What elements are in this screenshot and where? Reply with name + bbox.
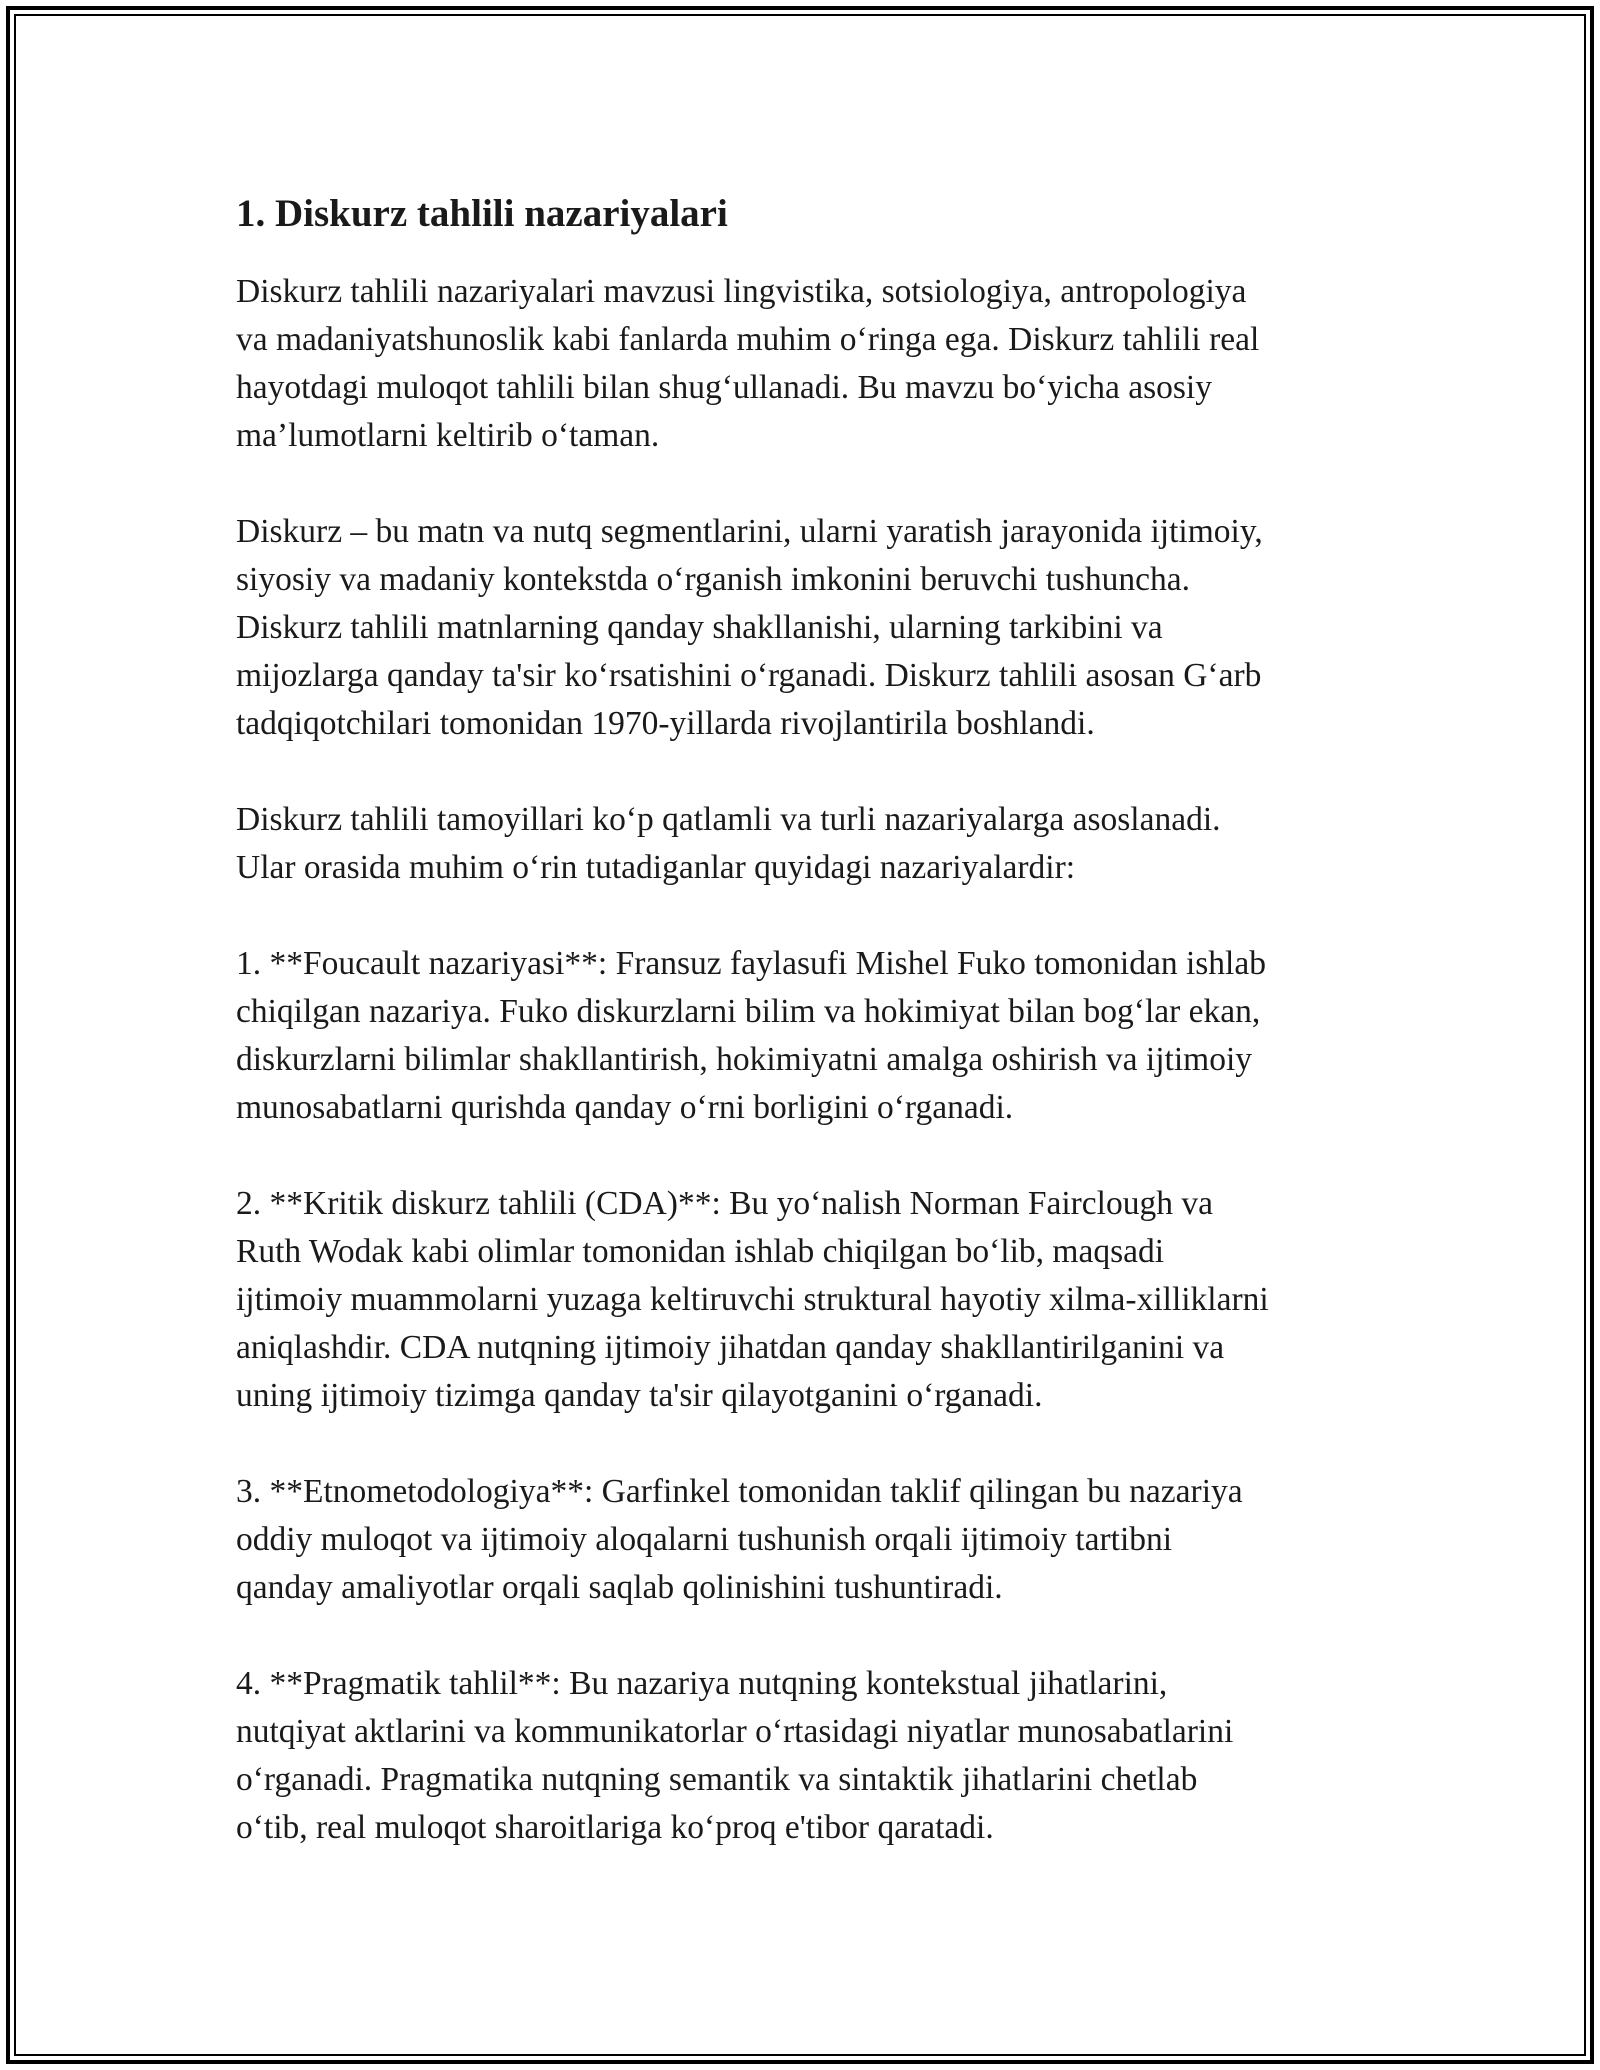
text-line: o‘rganadi. Pragmatika nutqning semantik va sintaktik jihatlarini chetlab: [236, 1761, 1198, 1798]
paragraph-theory-ethnomethodology: [236, 1468, 1386, 1612]
text-line: ma’lumotlarni keltirib o‘taman.: [236, 417, 660, 454]
paragraph-definition: [236, 508, 1386, 748]
text-line: 4. **Pragmatik tahlil**: Bu nazariya nutqning kontekstual jihatlarini,: [236, 1665, 1168, 1702]
text-line: aniqlashdir. CDA nutqning ijtimoiy jihatdan qanday shakllantirilganini va: [236, 1329, 1225, 1366]
text-line: Diskurz – bu matn va nutq segmentlarini, ularni yaratish jarayonida ijtimoiy,: [236, 513, 1263, 550]
paragraph-theory-pragmatics: [236, 1660, 1386, 1852]
text-line: o‘tib, real muloqot sharoitlariga ko‘proq e'tibor qaratadi.: [236, 1809, 994, 1846]
text-line: Diskurz tahlili nazariyalari mavzusi lingvistika, sotsiologiya, antropologiya: [236, 273, 1247, 310]
text-line: munosabatlarni qurishda qanday o‘rni borligini o‘rganadi.: [236, 1089, 1014, 1126]
text-line: mijozlarga qanday ta'sir ko‘rsatishini o‘rganadi. Diskurz tahlili asosan G‘arb: [236, 657, 1262, 694]
text-line: qanday amaliyotlar orqali saqlab qolinishini tushuntiradi.: [236, 1569, 1003, 1606]
paragraph-theory-cda: [236, 1180, 1386, 1420]
text-line: tadqiqotchilari tomonidan 1970-yillarda rivojlantirila boshlandi.: [236, 705, 1095, 742]
text-line: Ular orasida muhim o‘rin tutadiganlar quyidagi nazariyalardir:: [236, 849, 1076, 886]
paragraph-theory-foucault: [236, 940, 1386, 1132]
paragraph-principles: [236, 796, 1386, 892]
text-line: chiqilgan nazariya. Fuko diskurzlarni bilim va hokimiyat bilan bog‘lar ekan,: [236, 993, 1261, 1030]
text-line: uning ijtimoiy tizimga qanday ta'sir qilayotganini o‘rganadi.: [236, 1377, 1043, 1414]
text-line: hayotdagi muloqot tahlili bilan shug‘ullanadi. Bu mavzu bo‘yicha asosiy: [236, 369, 1212, 406]
text-line: nutqiyat aktlarini va kommunikatorlar o‘rtasidagi niyatlar munosabatlarini: [236, 1713, 1234, 1750]
text-line: 3. **Etnometodologiya**: Garfinkel tomonidan taklif qilingan bu nazariya: [236, 1473, 1243, 1510]
text-line: Diskurz tahlili matnlarning qanday shakllanishi, ularning tarkibini va: [236, 609, 1163, 646]
text-line: ijtimoiy muammolarni yuzaga keltiruvchi struktural hayotiy xilma-xilliklarni: [236, 1281, 1269, 1318]
document-page: [236, 186, 1386, 1900]
text-line: 2. **Kritik diskurz tahlili (CDA)**: Bu yo‘nalish Norman Fairclough va: [236, 1185, 1213, 1222]
text-line: 1. **Foucault nazariyasi**: Fransuz faylasufi Mishel Fuko tomonidan ishlab: [236, 945, 1266, 982]
text-line: va madaniyatshunoslik kabi fanlarda muhim o‘ringa ega. Diskurz tahlili real: [236, 321, 1260, 358]
document-heading: 1. Diskurz tahlili nazariyalari: [236, 192, 728, 235]
text-line: oddiy muloqot va ijtimoiy aloqalarni tushunish orqali ijtimoiy tartibni: [236, 1521, 1173, 1558]
text-line: diskurzlarni bilimlar shakllantirish, hokimiyatni amalga oshirish va ijtimoiy: [236, 1041, 1253, 1078]
text-line: siyosiy va madaniy kontekstda o‘rganish imkonini beruvchi tushuncha.: [236, 561, 1190, 598]
paragraph-intro: [236, 268, 1386, 460]
text-line: Ruth Wodak kabi olimlar tomonidan ishlab chiqilgan bo‘lib, maqsadi: [236, 1233, 1165, 1270]
text-line: Diskurz tahlili tamoyillari ko‘p qatlamli va turli nazariyalarga asoslanadi.: [236, 801, 1221, 838]
